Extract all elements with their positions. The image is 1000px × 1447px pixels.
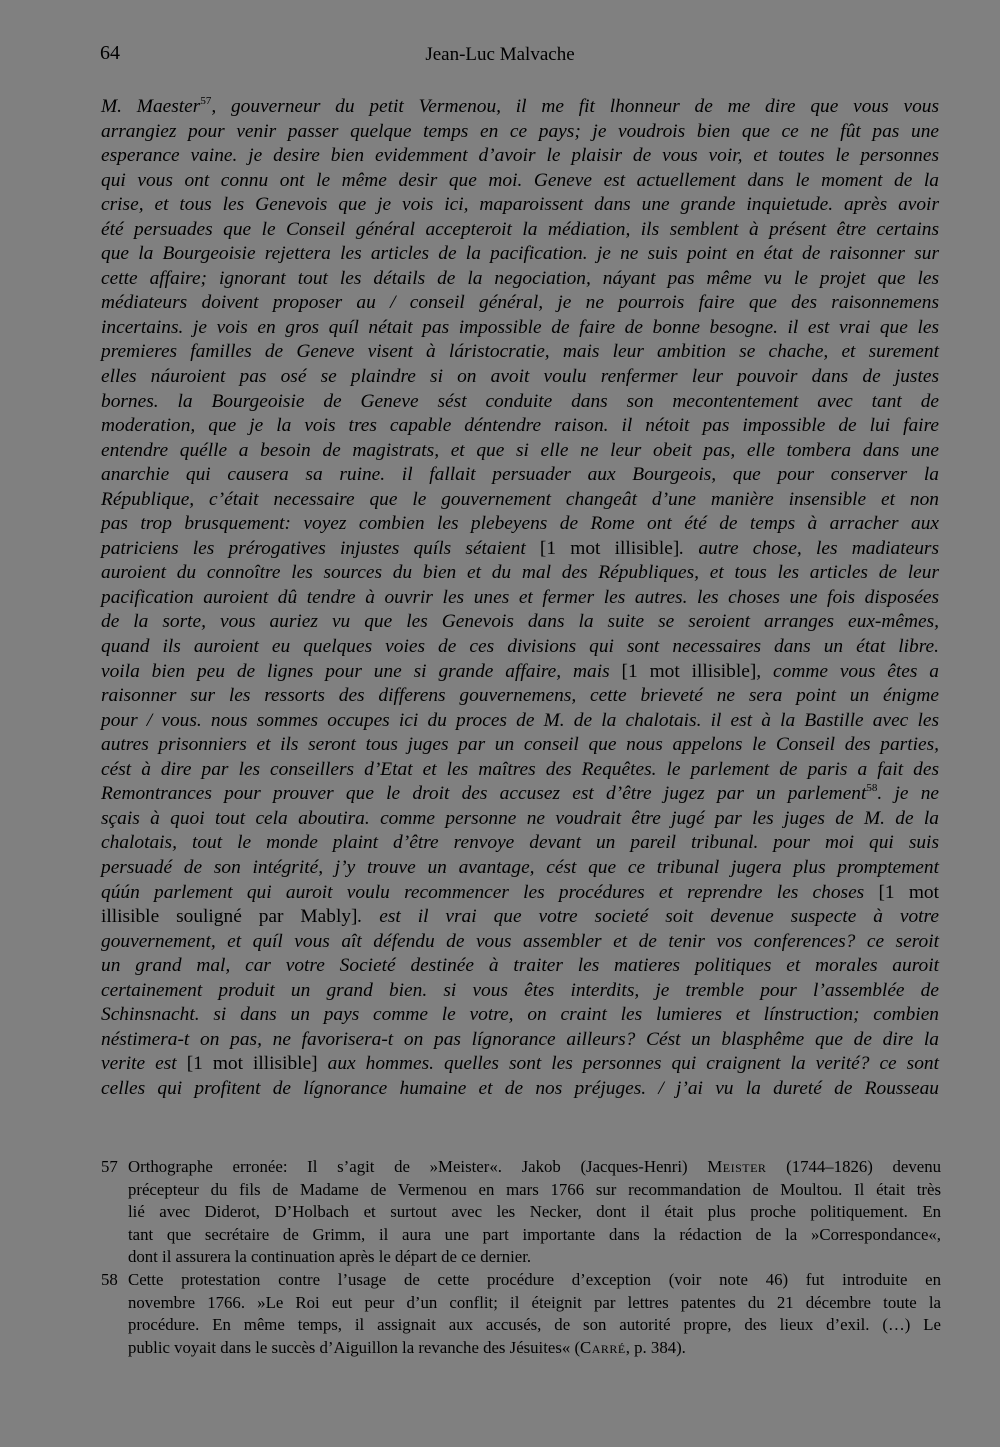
- text-line: [101, 537, 939, 562]
- text-segment: M. Maester: [101, 96, 201, 117]
- footnote-57: [101, 1156, 941, 1269]
- text-segment: de la sorte, vous auriez vu que les Genevois dans la suite se seroient arranges eux-mêmes,: [101, 611, 939, 633]
- footnote-text: , p. 384).: [625, 1337, 686, 1357]
- text-segment: elles náuroient pas osé se plaindre si on avoit voulu renfermer leur pouvoir dans de justes: [101, 366, 939, 388]
- text-segment: anarchie qui causera sa ruine. il fallait persuader aux Bourgeois, que pour conserver la: [101, 464, 939, 486]
- footnote-line: [128, 1224, 941, 1247]
- text-segment: autres prisonniers et ils seront tous juges par un conseil que nous appelons le Conseil des parties,: [101, 734, 939, 756]
- footnote-line: [128, 1292, 941, 1315]
- footnote-text: dont il assurera la continuation après le départ de ce dernier.: [128, 1247, 532, 1267]
- editorial-note: illisible souligné par Mably]: [101, 906, 358, 928]
- footnote-text: lié avec Diderot, D’Holbach et surtout avec les Necker, dont il était plus proche politiquement. En: [128, 1202, 941, 1222]
- text-segment: aux hommes. quelles sont les personnes qui craignent la verité? ce sont: [317, 1053, 939, 1075]
- text-segment: arrangiez pour venir passer quelque temps en ce pays; je voudrois bien que ce ne fût pas une: [101, 120, 939, 142]
- footnote-text: novembre 1766. »Le Roi eut peur d’un conflit; il éteignit par lettres patentes du 21 décembre toute la: [128, 1292, 941, 1312]
- text-segment: été persuades que le Conseil général accepteroit la médiation, ils semblent à présent être certains: [101, 218, 939, 240]
- text-line: [101, 782, 939, 807]
- text-segment: que la Bourgeoisie rejettera les articles de la pacification. je ne suis point en état de raisonner sur: [101, 243, 939, 265]
- text-segment: certainement produit un grand bien. si vous êtes interdits, je tremble pour l’assemblée de: [101, 979, 939, 1001]
- footnote-reference: 58: [866, 782, 878, 795]
- text-segment: sçais à quoi tout cela aboutira. comme personne ne voudrait être jugé par les juges de M. de la: [101, 807, 939, 829]
- editorial-note: [1 mot illisible]: [186, 1053, 318, 1075]
- text-segment: cést à dire par les conseillers d’Etat et les maîtres des Requêtes. le parlement de paris a fait des: [101, 758, 939, 780]
- footnote-text: procédure. En même temps, il assignait aux accusés, de son autorité propre, des lieux d’exil. (…) Le: [128, 1315, 941, 1335]
- text-line: [101, 610, 939, 635]
- text-line: [101, 291, 939, 316]
- text-line: [101, 831, 939, 856]
- text-segment: qúún parlement qui auroit voulu recommencer les procédures et reprendre les choses: [101, 881, 879, 903]
- text-segment: voila bien peu de lignes pour une si grande affaire, mais: [101, 660, 622, 682]
- footnote-line: [128, 1179, 941, 1202]
- text-segment: . je ne: [877, 783, 939, 805]
- text-line: [101, 316, 939, 341]
- text-segment: , gouverneur du petit Vermenou, il me fit lhonneur de me dire que vous vous: [211, 96, 940, 117]
- text-segment: premieres familles de Geneve visent à láristocratie, mais leur ambition se chache, et surement: [101, 341, 939, 363]
- footnote-reference: 57: [200, 95, 212, 107]
- footnote-line: [128, 1314, 941, 1337]
- text-segment: néstimera-t on pas, ne favorisera-t on pas lígnorance ailleurs? Cést un blasphême que de dire la: [101, 1028, 939, 1050]
- footnote-text: Orthographe erronée: Il s’agit de »Meister«. Jakob (Jacques-Henri): [128, 1157, 708, 1176]
- text-segment: chalotais, tout le monde plaint d’être renvoye devant un pareil tribunal. pour moi qui suis: [101, 832, 939, 854]
- text-line: [101, 365, 939, 390]
- text-segment: qui vous ont connu ont le même desir que moi. Geneve est actuellement dans le moment de la: [101, 169, 939, 191]
- text-line: [101, 1003, 939, 1028]
- footnote-line: [128, 1156, 941, 1179]
- text-line: [101, 954, 939, 979]
- footnote-number: 58: [101, 1269, 118, 1289]
- text-segment: moderation, que je la vois tres capable déntendre raison. il nétoit pas impossible de lui faire: [101, 415, 939, 437]
- footnote-line: [128, 1201, 941, 1224]
- text-line: [101, 267, 939, 292]
- text-segment: cette affaire; ignorant tout les détails de la negociation, náyant pas même vu le projet que les: [101, 267, 939, 289]
- editorial-note: [1 mot illisible]: [539, 537, 680, 559]
- text-line: [101, 193, 939, 218]
- page-number: 64: [100, 42, 120, 64]
- text-line: [101, 414, 939, 439]
- text-line: [101, 635, 939, 660]
- footnote-text: (1744–1826) devenu: [766, 1157, 941, 1176]
- text-segment: , comme vous êtes a: [756, 660, 939, 682]
- text-segment: bornes. la Bourgeoisie de Geneve sést conduite dans son mecontentement avec tant de: [101, 390, 939, 412]
- author-name: Carré: [580, 1337, 626, 1357]
- text-segment: entendre quélle a besoin de magistrats, et que si elle ne leur obeit pas, elle tombera dans une: [101, 439, 939, 461]
- text-line: [101, 512, 939, 537]
- text-segment: Schinsnacht. si dans un pays comme le votre, on craint les lumieres et línstruction; combien: [101, 1004, 939, 1026]
- text-segment: crise, et tous les Genevois que je vois ici, maparoissent dans une grande inquietude. après avoir: [101, 194, 939, 216]
- text-line: [101, 856, 939, 881]
- text-segment: esperance vaine. je desire bien evidemment d’avoir le plaisir de vous voir, et toutes le personnes: [101, 145, 939, 167]
- footnote-text: public voyait dans le succès d’Aiguillon la revanche des Jésuites« (: [128, 1337, 581, 1357]
- text-segment: pacification auroient dû tendre à ouvrir les unes et fermer les autres. les choses une fois disposées: [101, 586, 939, 608]
- text-segment: un grand mal, car votre Societé destinée à traiter les matieres politiques et morales auroit: [101, 955, 939, 977]
- text-line: [101, 1052, 939, 1077]
- text-line: [101, 660, 939, 685]
- text-line: [101, 218, 939, 243]
- footnote-line: [128, 1269, 941, 1292]
- footnote-line: [128, 1337, 941, 1360]
- text-line: [101, 488, 939, 513]
- text-segment: quand ils auroient eu quelques voies de ces divisions qui sont necessaires dans un état libre.: [101, 636, 939, 658]
- text-segment: . est il vrai que votre societé soit devenue suspecte à votre: [357, 906, 939, 928]
- text-line: [101, 709, 939, 734]
- footnote-line: [128, 1246, 941, 1269]
- text-line: [101, 586, 939, 611]
- text-segment: persuadé de son intégrité, j’y trouve un avantage, cést que ce tribunal jugera plus promptement: [101, 856, 939, 878]
- text-line: [101, 1077, 939, 1102]
- footnote-number: 57: [101, 1157, 118, 1176]
- text-segment: République, c’était necessaire que le gouvernement changeât d’une manière insensible et non: [101, 488, 939, 510]
- text-segment: incertains. je vois en gros quíl nétait pas impossible de faire de bonne besogne. il est vrai que les: [101, 316, 939, 338]
- main-text: [101, 95, 939, 1101]
- text-line: [101, 340, 939, 365]
- text-segment: celles qui profitent de lígnorance humaine et de nos préjuges. / j’ai vu la dureté de Rousseau: [101, 1077, 939, 1099]
- text-segment: pas trop brusquement: voyez combien les plebeyens de Rome ont été de temps à arracher aux: [101, 513, 939, 535]
- text-segment: médiateurs doivent proposer au / conseil général, je ne pourrois faire que des raisonnemens: [101, 292, 939, 314]
- text-segment: raisonner sur les ressorts des differens gouvernemens, cette brieveté ne sera point un énigme: [101, 685, 939, 707]
- text-segment: verite est: [101, 1053, 187, 1075]
- text-line: [101, 807, 939, 832]
- text-line: [101, 561, 939, 586]
- footnotes: [101, 1156, 941, 1359]
- text-segment: gouvernement, et quíl vous aît défendu de vous assembler et de tenir vos conferences? ce seroit: [101, 930, 939, 952]
- text-line: [101, 930, 939, 955]
- footnote-text: Cette protestation contre l’usage de cette procédure d’exception (voir note 46) fut introduite en: [128, 1269, 941, 1289]
- text-line: [101, 758, 939, 783]
- text-segment: pour / vous. nous sommes occupes ici du proces de M. de la chalotais. il est à la Bastille avec les: [101, 709, 939, 731]
- running-head: Jean-Luc Malvache: [425, 44, 575, 65]
- text-line: [101, 463, 939, 488]
- text-segment: Remontrances pour prouver que le droit des accusez est d’être jugez par un parlement: [101, 783, 867, 805]
- text-line: [101, 390, 939, 415]
- author-name: Meister: [707, 1157, 767, 1176]
- text-line: [101, 733, 939, 758]
- footnote-text: tant que secrétaire de Grimm, il aura une part importante dans la rédaction de la »Correspondance«,: [128, 1224, 941, 1244]
- text-line: [101, 439, 939, 464]
- text-line: [101, 95, 939, 120]
- text-line: [101, 881, 939, 906]
- text-line: [101, 684, 939, 709]
- footnote-text: précepteur du fils de Madame de Vermenou en mars 1766 sur recommandation de Moultou. Il était très: [128, 1179, 941, 1199]
- text-line: [101, 120, 939, 145]
- text-segment: patriciens les prérogatives injustes quíls sétaient: [101, 537, 540, 559]
- text-segment: . autre chose, les madiateurs: [679, 537, 939, 559]
- text-line: [101, 169, 939, 194]
- text-line: [101, 1028, 939, 1053]
- text-line: [101, 979, 939, 1004]
- text-segment: auroient du connoître les sources du bien et du mal des Républiques, et tous les articles de leur: [101, 562, 939, 584]
- text-line: [101, 905, 939, 930]
- footnote-58: [101, 1269, 941, 1359]
- editorial-note: [1 mot: [878, 881, 939, 903]
- text-line: [101, 242, 939, 267]
- editorial-note: [1 mot illisible]: [621, 660, 757, 682]
- text-line: [101, 144, 939, 169]
